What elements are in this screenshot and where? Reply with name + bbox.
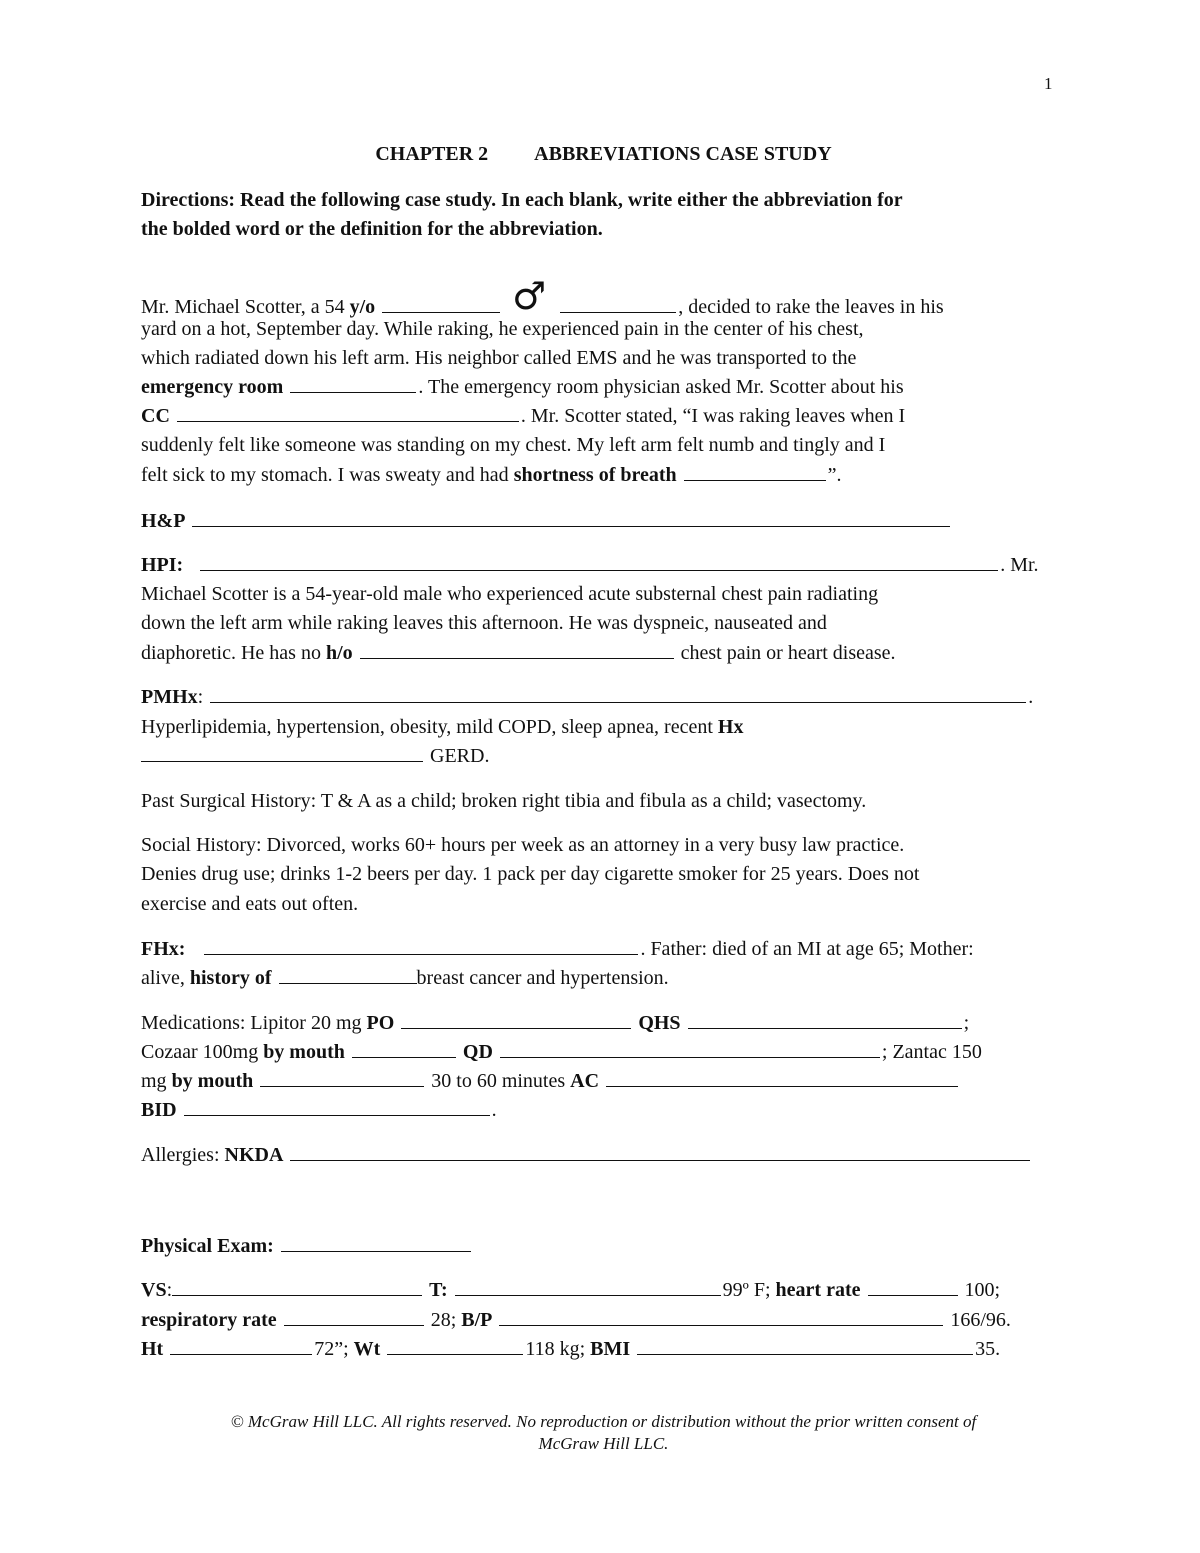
meds-line-4	[141, 1096, 1066, 1126]
footer-line-1: © McGraw Hill LLC. All rights reserved. No reproduction or distribution without the prior written consent of	[230, 1412, 977, 1431]
blank-emergency-room[interactable]	[290, 374, 416, 393]
term-cc: CC	[141, 405, 170, 427]
term-ac: AC	[570, 1070, 600, 1092]
term-ho: h/o	[325, 642, 353, 664]
pmhx-line-3	[141, 742, 1066, 772]
vitals-line-2	[141, 1306, 1066, 1336]
blank-ho[interactable]	[360, 640, 674, 659]
hpi-line-1	[141, 551, 1066, 581]
term-nkda: NKDA	[224, 1144, 284, 1166]
hpi-line-3: down the left arm while raking leaves this afternoon. He was dyspneic, nauseated and	[141, 612, 827, 634]
blank-nkda[interactable]	[290, 1142, 1030, 1161]
blank-respiratory-rate[interactable]	[284, 1307, 424, 1326]
blank-physical-exam[interactable]	[281, 1233, 471, 1252]
pmhx-colon: :	[197, 686, 204, 708]
intro-text: felt sick to my stomach. I was sweaty and had	[141, 464, 514, 486]
term-respiratory-rate: respiratory rate	[141, 1309, 277, 1331]
blank-t[interactable]	[455, 1277, 721, 1296]
chapter-label: CHAPTER 2	[375, 143, 489, 165]
vs-colon: :	[166, 1279, 173, 1301]
title-heading: ABBREVIATIONS CASE STUDY	[534, 143, 832, 165]
meds-text: mg	[141, 1070, 172, 1092]
directions-line-2: the bolded word or the definition for the abbreviation.	[141, 218, 603, 240]
page-number: 1	[1044, 74, 1053, 93]
term-t: T:	[429, 1279, 448, 1301]
term-bid: BID	[141, 1099, 177, 1121]
intro-line-6: suddenly felt like someone was standing on my chest. My left arm felt numb and tingly and I	[141, 434, 886, 456]
term-physical-exam: Physical Exam:	[141, 1235, 274, 1257]
meds-text: Cozaar 100mg	[141, 1041, 264, 1063]
term-bmi: BMI	[590, 1338, 631, 1360]
fhx-text: alive,	[141, 967, 190, 989]
surgical-history: Past Surgical History: T & A as a child; broken right tibia and fibula as a child; vasectomy.	[141, 790, 867, 812]
fhx-text: . Father: died of an MI at age 65; Mother:	[640, 938, 974, 960]
blank-qhs[interactable]	[688, 1010, 962, 1029]
blank-fhx[interactable]	[204, 936, 638, 955]
blank-hx[interactable]	[141, 743, 423, 762]
term-ht: Ht	[141, 1338, 164, 1360]
blank-bmi[interactable]	[637, 1336, 973, 1355]
blank-by-mouth-2[interactable]	[260, 1068, 424, 1087]
meds-text: ;	[963, 1012, 970, 1034]
pmhx-end: .	[1028, 686, 1034, 708]
term-wt: Wt	[353, 1338, 381, 1360]
intro-text: , decided to rake the leaves in his	[678, 296, 944, 318]
meds-text: 30 to 60 minutes	[431, 1070, 571, 1092]
fhx-text: breast cancer and hypertension.	[416, 967, 669, 989]
pmhx-line-2	[141, 713, 1066, 743]
blank-ht[interactable]	[170, 1336, 312, 1355]
pmhx-text: GERD.	[430, 745, 490, 767]
blank-wt[interactable]	[387, 1336, 523, 1355]
blank-pmhx[interactable]	[210, 684, 1026, 703]
bmi-value: 35.	[975, 1338, 1001, 1360]
blank-hp[interactable]	[192, 508, 950, 527]
heart-rate-value: 100;	[964, 1279, 1001, 1301]
blank-bid[interactable]	[184, 1097, 490, 1116]
fhx-line-2	[141, 964, 1066, 994]
term-by-mouth: by mouth	[263, 1041, 345, 1063]
meds-line-3	[141, 1067, 1066, 1097]
blank-hpi[interactable]	[200, 552, 998, 571]
male-symbol-icon: ♂	[512, 274, 547, 318]
blank-heart-rate[interactable]	[868, 1277, 958, 1296]
blank-history-of[interactable]	[279, 965, 417, 984]
meds-line-2	[141, 1038, 1066, 1068]
pmhx-line-1	[141, 683, 1066, 713]
hpi-text: . Mr.	[1000, 554, 1039, 576]
allergies-line	[141, 1141, 1066, 1171]
fhx-line-1	[141, 935, 1066, 965]
blank-qd[interactable]	[500, 1039, 880, 1058]
term-hp: H&P	[141, 510, 186, 532]
copyright-footer	[141, 1411, 1066, 1455]
hpi-line-2: Michael Scotter is a 54-year-old male who experienced acute substernal chest pain radiating	[141, 583, 879, 605]
term-qd: QD	[462, 1041, 493, 1063]
directions-line-1: Directions: Read the following case study. In each blank, write either the abbreviation for	[141, 189, 903, 211]
footer-line-2: McGraw Hill LLC.	[538, 1434, 669, 1453]
blank-yo[interactable]	[382, 294, 500, 313]
hpi-text: chest pain or heart disease.	[680, 642, 896, 664]
term-emergency-room: emergency room	[141, 376, 284, 398]
social-line-3: exercise and eats out often.	[141, 893, 359, 915]
intro-text: Mr. Michael Scotter, a 54	[141, 296, 350, 318]
hpi-text: diaphoretic. He has no	[141, 642, 326, 664]
blank-sob[interactable]	[684, 462, 826, 481]
term-shortness-of-breath: shortness of breath	[513, 464, 677, 486]
term-fhx: FHx:	[141, 938, 186, 960]
social-line-2: Denies drug use; drinks 1-2 beers per day. 1 pack per day cigarette smoker for 25 years. Does not	[141, 863, 920, 885]
blank-cc[interactable]	[177, 403, 519, 422]
intro-line-2: yard on a hot, September day. While raking, he experienced pain in the center of his chest,	[141, 318, 864, 340]
page-title	[141, 143, 1066, 166]
meds-text: Medications: Lipitor 20 mg	[141, 1012, 367, 1034]
intro-line-7	[141, 461, 1066, 491]
blank-po[interactable]	[401, 1010, 631, 1029]
temp-value: 99º F;	[722, 1279, 776, 1301]
intro-text: ”.	[827, 464, 842, 486]
blank-bp[interactable]	[499, 1307, 943, 1326]
hpi-line-4	[141, 639, 1066, 669]
term-po: PO	[366, 1012, 395, 1034]
vitals-line-3	[141, 1335, 1066, 1365]
term-bp: B/P	[461, 1309, 493, 1331]
blank-by-mouth-1[interactable]	[352, 1039, 456, 1058]
physical-exam-line	[141, 1232, 1066, 1262]
meds-line-1	[141, 1009, 1066, 1039]
term-qhs: QHS	[638, 1012, 681, 1034]
term-yo: y/o	[349, 296, 376, 318]
blank-vs[interactable]	[172, 1277, 422, 1296]
social-line-1: Social History: Divorced, works 60+ hours per week as an attorney in a very busy law practice.	[141, 834, 905, 856]
intro-line-5	[141, 402, 1066, 432]
meds-text: .	[491, 1099, 497, 1121]
wt-value: 118 kg;	[525, 1338, 591, 1360]
blank-ac[interactable]	[606, 1068, 958, 1087]
intro-text: . The emergency room physician asked Mr. Scotter about his	[418, 376, 904, 398]
term-hpi: HPI:	[141, 554, 184, 576]
ht-value: 72”;	[314, 1338, 354, 1360]
intro-text: . Mr. Scotter stated, “I was raking leaves when I	[520, 405, 906, 427]
vitals-line-1	[141, 1276, 1066, 1306]
pmhx-text: Hyperlipidemia, hypertension, obesity, mild COPD, sleep apnea, recent	[141, 716, 718, 738]
allergies-label: Allergies:	[141, 1144, 225, 1166]
term-by-mouth: by mouth	[171, 1070, 254, 1092]
term-pmhx: PMHx	[141, 686, 198, 708]
hp-line	[141, 507, 1066, 537]
term-hx: Hx	[717, 716, 744, 738]
term-heart-rate: heart rate	[775, 1279, 861, 1301]
term-history-of: history of	[189, 967, 272, 989]
intro-line-4	[141, 373, 1066, 403]
rr-value: 28;	[430, 1309, 462, 1331]
bp-value: 166/96.	[950, 1309, 1011, 1331]
blank-male[interactable]	[560, 294, 676, 313]
term-vs: VS	[141, 1279, 167, 1301]
meds-text: ; Zantac 150	[881, 1041, 982, 1063]
intro-line-3: which radiated down his left arm. His neighbor called EMS and he was transported to the	[141, 347, 857, 369]
